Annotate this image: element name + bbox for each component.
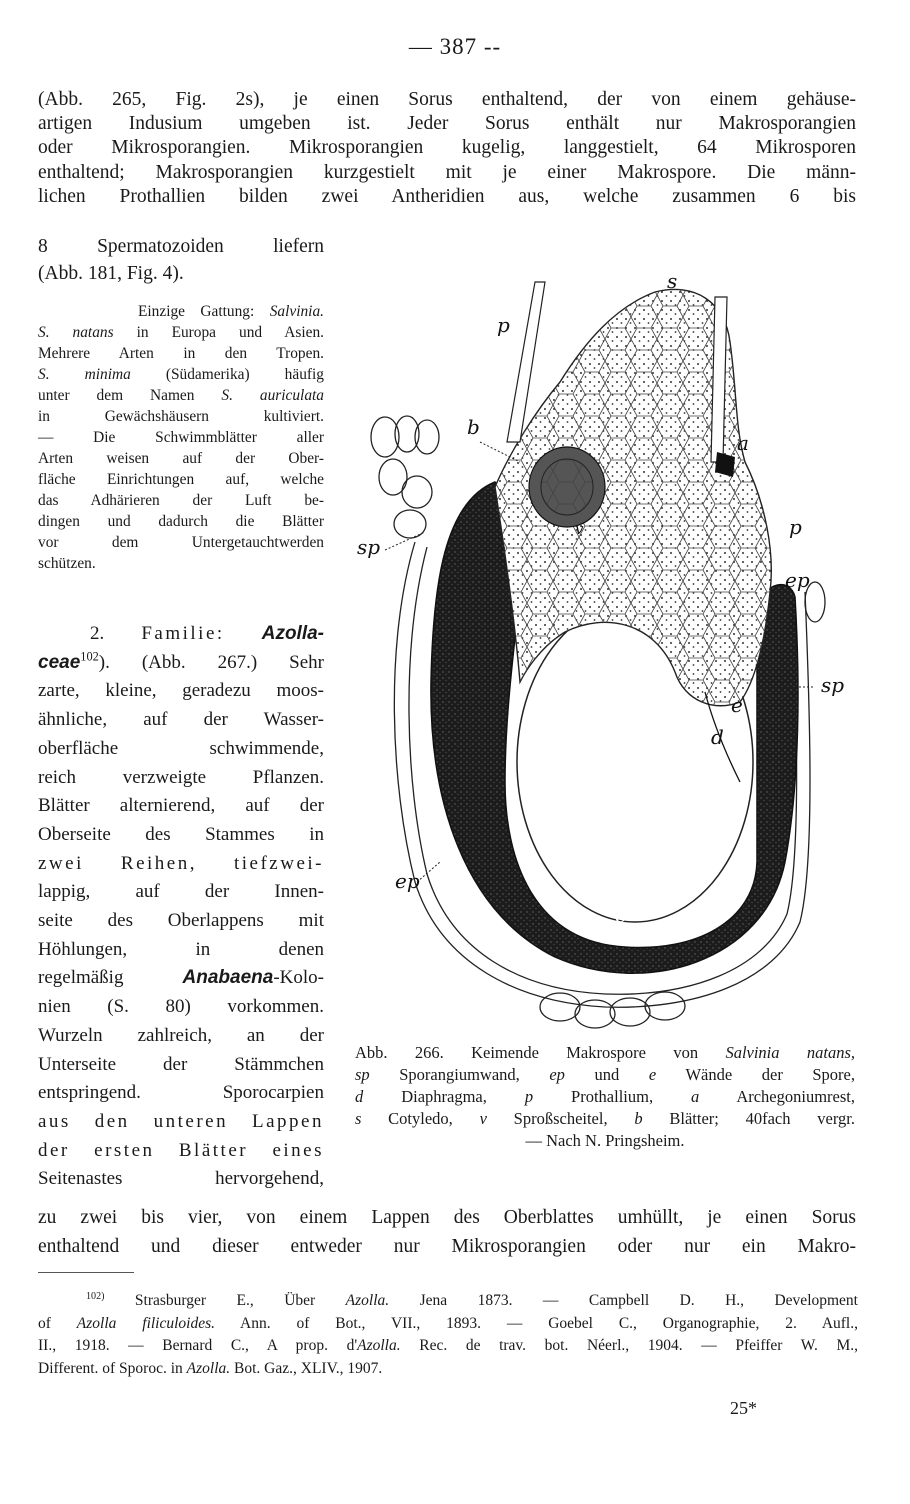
caption-text: Sproßscheitel, xyxy=(486,1109,635,1128)
footnote-text: of xyxy=(38,1314,77,1332)
caption-text: Diaphragma, xyxy=(363,1087,525,1106)
text-line: 8 Spermatozoiden liefern xyxy=(38,236,324,257)
text-line: Höhlungen, in denen xyxy=(38,938,324,960)
note-line: das Adhärieren der Luft be- xyxy=(38,492,324,509)
note-text: Einzige Gattung: xyxy=(138,303,270,320)
caption-text: Sporangiumwand, xyxy=(369,1065,550,1084)
note-line: Mehrere Arten in den Tropen. xyxy=(38,345,324,362)
text-line: Wurzeln zahlreich, an der xyxy=(38,1024,324,1046)
label-e-inner: e xyxy=(731,693,743,717)
note-line: dingen und dadurch die Blätter xyxy=(38,513,324,530)
note-line: — Die Schwimmblätter aller xyxy=(38,429,324,446)
caption-italic: Salvinia natans, xyxy=(725,1043,855,1062)
figure-caption xyxy=(355,1042,855,1152)
caption-text: Wände der Spore, xyxy=(656,1065,856,1084)
footnote-text: Strasburger E., Über xyxy=(104,1292,346,1309)
note-line: in Gewächshäusern kultiviert. xyxy=(38,408,324,425)
caption-italic: v xyxy=(479,1109,487,1128)
caption-text: und xyxy=(564,1065,649,1084)
footnote-italic: Azolla. xyxy=(357,1337,401,1354)
label-b: b xyxy=(467,415,480,439)
text-line: zarte, kleine, geradezu moos- xyxy=(38,680,324,702)
genus-note-body xyxy=(38,322,324,574)
signature-mark: 25* xyxy=(730,1398,757,1418)
text-line: (Abb. 265, Fig. 2s), je einen Sorus enthaltend, der von einem gehäuse- xyxy=(38,89,856,110)
note-line: fläche Einrichtungen auf, welche xyxy=(38,471,324,488)
footnote-ref: 102 xyxy=(80,649,99,664)
label-sp-left: sp xyxy=(357,535,381,559)
text-line: nien (S. 80) vorkommen. xyxy=(38,996,324,1018)
label-d: d xyxy=(711,725,724,749)
family-number: 2. xyxy=(90,623,105,644)
salvinia-figure xyxy=(345,262,865,1042)
caption-italic: ep xyxy=(549,1065,565,1084)
note-italic: S. auriculata xyxy=(221,387,324,404)
text-line: ähnliche, auf der Wasser- xyxy=(38,709,324,731)
caption-italic: s xyxy=(355,1109,362,1128)
caption-italic: d xyxy=(355,1087,364,1106)
caption-text: Cotyledo, xyxy=(361,1109,480,1128)
caption-italic: a xyxy=(691,1087,700,1106)
text-line: (Abb. 181, Fig. 4). xyxy=(38,263,184,284)
family-label: Familie: xyxy=(141,623,225,644)
family-section xyxy=(38,620,324,1194)
footnote-italic: Azolla. xyxy=(345,1292,390,1309)
label-a: a xyxy=(737,431,749,455)
caption-credit: — Nach N. Pringsheim. xyxy=(525,1131,685,1150)
caption-text: Abb. 266. Keimende Makrospore von xyxy=(355,1043,726,1062)
footnote-text: Different. of Sporoc. in xyxy=(38,1359,187,1377)
caption-italic: b xyxy=(634,1109,643,1128)
text-line: lappig, auf der Innen- xyxy=(38,881,324,903)
text-line: zu zwei bis vier, von einem Lappen des Oberblattes umhüllt, je einen Sorus xyxy=(38,1207,856,1228)
text-line: seite des Oberlappens mit xyxy=(38,910,324,932)
label-ep-right: ep xyxy=(785,568,810,592)
label-e-bottom: e xyxy=(615,903,627,927)
label-p-right: p xyxy=(789,515,802,539)
footnote-italic: Azolla. xyxy=(186,1359,231,1377)
top-paragraph xyxy=(38,88,856,209)
family-name: ceae xyxy=(38,651,81,673)
footnote-text: Jena 1873. — Campbell D. H., Development xyxy=(389,1292,858,1309)
text-line: zwei Reihen, tiefzwei- xyxy=(38,852,324,874)
text-line: enthaltend und dieser entweder nur Mikrosporangien oder nur ein Makro- xyxy=(38,1236,856,1257)
label-ep-left: ep xyxy=(395,869,420,893)
caption-italic: e xyxy=(648,1065,657,1084)
text-line: der ersten Blätter eines xyxy=(38,1139,324,1161)
caption-italic: p xyxy=(524,1087,534,1106)
note-text: in Europa und Asien. xyxy=(113,324,325,341)
family-text: ). (Abb. 267.) Sehr xyxy=(98,651,324,673)
top-paragraph-continuation xyxy=(38,233,324,287)
footnote-italic: Azolla filiculoides. xyxy=(76,1314,216,1332)
text-line: Blätter alternierend, auf der xyxy=(38,795,324,817)
text-line: entspringend. Sporocarpien xyxy=(38,1082,324,1104)
note-line: schützen. xyxy=(38,555,96,572)
text-line: Seitenastes hervorgehend, xyxy=(38,1168,324,1190)
footnote-text: Bot. Gaz., XLIV., 1907. xyxy=(230,1359,383,1377)
caption-text: Archegoniumrest, xyxy=(699,1087,855,1106)
text-segment: -Kolo- xyxy=(273,967,324,989)
page-number: — 387 -- xyxy=(408,34,502,59)
bottom-paragraph xyxy=(38,1203,856,1261)
label-p: p xyxy=(497,313,510,337)
footnote-text: II., 1918. — Bernard C., A prop. d' xyxy=(38,1337,358,1354)
label-s: s xyxy=(667,269,678,293)
footnote-mark: 102) xyxy=(86,1290,105,1302)
text-line: enthaltend; Makrosporangien kurzgestielt mit je einer Makrospore. Die männ- xyxy=(38,161,856,183)
footnote xyxy=(38,1290,858,1380)
note-italic: S. minima xyxy=(38,366,131,383)
text-line: Oberseite des Stammes in xyxy=(38,823,324,845)
footnote-text: Ann. of Bot., VII., 1893. — Goebel C., Organographie, 2. Aufl., xyxy=(215,1314,858,1332)
text-line: Unterseite der Stämmchen xyxy=(38,1053,324,1075)
text-line: artigen Indusium umgeben ist. Jeder Sorus enthält nur Makrosporangien xyxy=(38,113,856,135)
caption-italic: sp xyxy=(355,1065,370,1084)
note-italic: Salvinia. xyxy=(269,303,324,320)
genus-note xyxy=(38,301,324,322)
note-text: (Südamerika) häufig xyxy=(130,366,324,383)
label-sp-right: sp xyxy=(821,673,845,697)
text-segment: regelmäßig xyxy=(38,967,183,989)
footnote-rule xyxy=(38,1272,134,1273)
note-line: Arten weisen auf der Ober- xyxy=(38,450,324,467)
text-line: lichen Prothallien bilden zwei Antheridien aus, welche zusammen 6 bis xyxy=(38,185,856,207)
anabaena-italic: Anabaena xyxy=(182,967,274,989)
caption-text: Blätter; 40fach vergr. xyxy=(642,1109,855,1128)
text-line: reich verzweigte Pflanzen. xyxy=(38,766,324,788)
text-line: aus den unteren Lappen xyxy=(38,1110,324,1132)
label-v: v xyxy=(575,520,584,538)
family-name: Azolla- xyxy=(261,623,325,644)
footnote-text: Rec. de trav. bot. Néerl., 1904. — Pfeiffer W. M., xyxy=(400,1337,858,1354)
family-heading xyxy=(38,620,324,649)
note-text: unter dem Namen xyxy=(38,387,222,404)
note-italic: S. natans xyxy=(38,324,114,341)
text-line: oder Mikrosporangien. Mikrosporangien kugelig, langgestielt, 64 Mikrosporen xyxy=(38,137,856,159)
note-line: vor dem Untergetauchtwerden xyxy=(38,534,324,551)
text-line: oberfläche schwimmende, xyxy=(38,737,324,759)
caption-text: Prothallium, xyxy=(533,1087,692,1106)
